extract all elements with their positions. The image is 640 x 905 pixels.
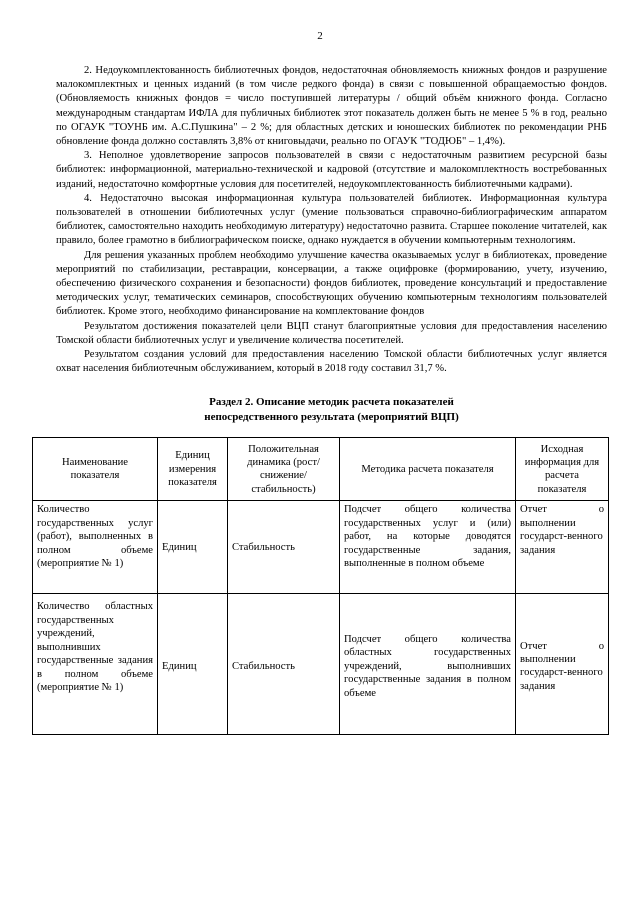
paragraph: 2. Недоукомплектованность библиотечных фондов, недостаточная обновляемость книжных фондов и разрушение малокомплектных и ценных изданий (в том числе редкого фонда) в связи с повышенной обращаемостью фондов. (Обновляемость книжных фондов = число поступившей литературы / общий объём книжного фонда. Согласно международным стандартам ИФЛА для публичных библиотек этот показатель должен быть не менее 5 % в год, реально по ОГАУК "ТОУНБ им. А.С.Пушкина" – 2 %; для областных детских и юношеских библиотек по рекомендации РНБ обновление фонда должно составлять 3,8% от книговыдачи, реально по ОГАУК "ТОДЮБ" – 1,4%). (56, 65, 607, 148)
column-header: Методика расчета показателя (340, 438, 516, 501)
column-header: Единиц измерения показателя (158, 438, 228, 501)
section-title-line: Раздел 2. Описание методик расчета показателей (209, 396, 454, 409)
table-cell: Отчет о выполнении государст-венного задания (516, 594, 609, 735)
table-cell: Стабильность (228, 594, 340, 735)
table-cell: Подсчет общего количества государственных услуг и (или) работ, на которые доводятся государственные задания, выполненные в полном объеме (340, 501, 516, 594)
table-row (33, 594, 609, 735)
table-cell: Количество областных государственных учреждений, выполнивших государственные задания в полном объеме (мероприятие № 1) (33, 594, 158, 735)
paragraph: 4. Недостаточно высокая информационная культура пользователей библиотек. Информационная культура пользователей в отношении библиотечных услуг (умение пользоваться справочно-библиографическим аппаратом библиотек, самостоятельно находить необходимую литературу) недостаточно развита. Старшее поколение читателей, как правило, более грамотно в библиографическом поиске, однако нуждается в обучении компьютерным технологиям. (56, 192, 607, 247)
table-cell: Стабильность (228, 501, 340, 594)
table-cell: Подсчет общего количества областных государственных учреждений, выполнивших государственные задания в полном объеме (340, 594, 516, 735)
section-title (56, 395, 607, 425)
methods-table (32, 437, 609, 735)
table-cell: Количество государственных услуг (работ), выполненных в полном объеме (мероприятие № 1) (33, 501, 158, 594)
paragraph: 3. Неполное удовлетворение запросов пользователей в связи с недостаточным развитием ресурсной базы библиотек: информационной, материально-технической и кадровой (отсутствие и малокомплектность востребованных изданий, недостаточно комфортные условия для посетителей, недоукомплектованность библиотечными кадрами). (56, 150, 607, 190)
paragraph: Для решения указанных проблем необходимо улучшение качества оказываемых услуг в библиотеках, проведение мероприятий по стабилизации, реставрации, консервации, а также оцифровке (формированию, учету, изучению, обеспечению физического сохранения и безопасности) фондов библиотек, проведение консультаций и предоставление методических услуг, тематических семинаров, способствующих обучению компьютерным технологиям пользователей библиотек. Кроме этого, необходимо финансирование на комплектование фондов (56, 249, 607, 318)
paragraph: Результатом достижения показателей цели ВЦП станут благоприятные условия для предоставления населению Томской области библиотечных услуг и увеличение количества посетителей. (56, 320, 607, 346)
section-title-line: непосредственного результата (мероприятий ВЦП) (204, 411, 459, 424)
paragraph: Результатом создания условий для предоставления населению Томской области библиотечных услуг является охват населения библиотечным обслуживанием, который в 2018 году составил 31,7 %. (56, 349, 607, 375)
table-cell: Отчет о выполнении государст-венного задания (516, 501, 609, 594)
table-cell: Единиц (158, 594, 228, 735)
page-number: 2 (317, 30, 323, 42)
table-row (33, 501, 609, 594)
table-cell: Единиц (158, 501, 228, 594)
column-header: Наименование показателя (33, 438, 158, 501)
column-header: Положительная динамика (рост/снижение/ стабильность) (228, 438, 340, 501)
document-body (37, 64, 607, 735)
column-header: Исходная информация для расчета показателя (516, 438, 609, 501)
table-header-row (33, 438, 609, 501)
